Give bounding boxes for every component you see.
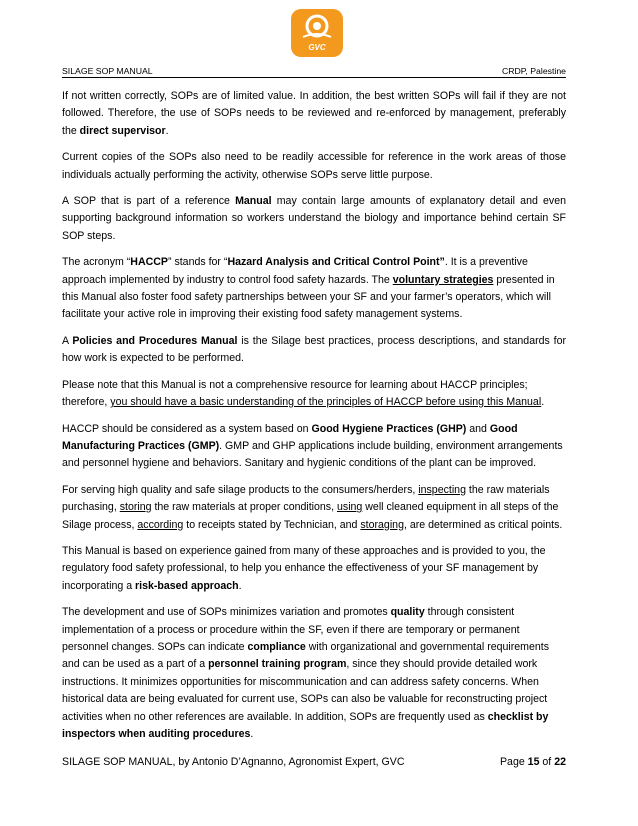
gvc-logo: [291, 9, 343, 57]
logo-text: GVC: [308, 43, 326, 52]
footer-credit: SILAGE SOP MANUAL, by Antonio D’Agnanno, Agronomist Expert, GVC: [62, 756, 405, 768]
paragraph-5: A Policies and Procedures Manual is the Silage best practices, process descriptions, and standards for how work is expected to be performed.: [62, 334, 566, 365]
header-title: SILAGE SOP MANUAL: [62, 66, 153, 76]
paragraph-4: The acronym “HACCP” stands for “Hazard Analysis and Critical Control Point”. It is a preventive approach implemented by industry to control food safety hazards. The voluntary strategies presented in this Manual also foster food safety partnerships between your SF and your farmer’s operators, which will facilitate your active role in improving their existing food safety management systems.: [62, 256, 555, 321]
page-footer: [62, 756, 566, 768]
paragraph-9: This Manual is based on experience gained from many of these approaches and is provided to you, the regulatory food safety professional, to help you enhance the effectiveness of your SF management by incorporating a risk-based approach.: [62, 544, 546, 592]
paragraph-10: The development and use of SOPs minimizes variation and promotes quality through consistent implementation of a process or procedure within the SF, even if there are temporary or permanent personnel changes. SOPs can indicate compliance with organizational and governmental requirements and can be used as a part of a personnel training program, since they should provide detailed work instructions. It minimizes opportunities for miscommunication and can address safety concerns. When historical data are being evaluated for current use, SOPs can also be valuable for reconstructing project activities when no other references are available. In addition, SOPs are frequently used as checklist by inspectors when auditing procedures.: [62, 606, 550, 740]
paragraph-8: For serving high quality and safe silage products to the consumers/herders, inspecting the raw materials purchasing, storing the raw materials at proper conditions, using well cleaned equipment in all steps of the Silage process, according to receipts stated by Technician, and storaging, are determined as critical points.: [62, 483, 563, 531]
paragraph-2: Current copies of the SOPs also need to be readily accessible for reference in the work areas of those individuals actually performing the activity, otherwise SOPs serve little purpose.: [62, 151, 566, 181]
paragraph-1: If not written correctly, SOPs are of limited value. In addition, the best written SOPs will fail if they are not followed. Therefore, the use of SOPs needs to be reviewed and re-enforced by management, preferably the direct supervisor.: [62, 90, 566, 137]
page-number: Page 15 of 22: [499, 756, 566, 768]
paragraph-3: A SOP that is part of a reference Manual may contain large amounts of explanatory detail and even supporting background information so workers understand the biology and importance behind certain SF SOP steps.: [62, 195, 567, 242]
paragraph-6: Please note that this Manual is not a comprehensive resource for learning about HACCP principles; therefore, you should have a basic understanding of the principles of HACCP before using this Manual.: [62, 378, 545, 409]
page-header: [62, 66, 566, 78]
header-org: CRDP, Palestine: [501, 66, 566, 76]
document-body: [62, 88, 566, 752]
paragraph-7: HACCP should be considered as a system based on Good Hygiene Practices (GHP) and Good Manufacturing Practices (GMP). GMP and GHP applications include building, environment arrangements and personnel hygiene and behaviors. Sanitary and hygienic conditions of the plant can be improved.: [62, 422, 563, 470]
